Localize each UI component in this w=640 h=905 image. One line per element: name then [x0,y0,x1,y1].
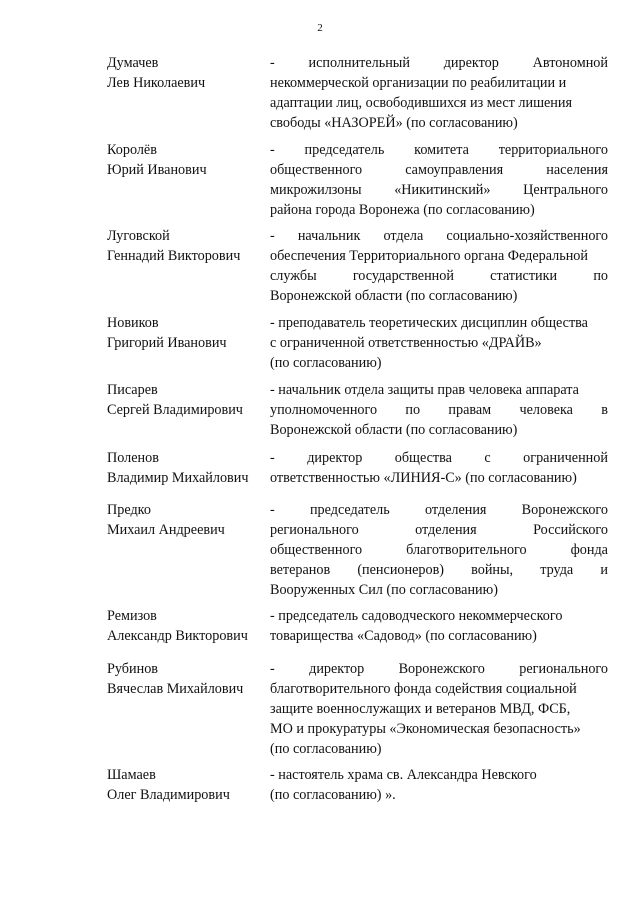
given-names: Юрий Иванович [107,162,207,178]
given-names: Сергей Владимирович [107,402,243,418]
surname: Думачев [107,55,159,71]
given-names: Вячеслав Михайлович [107,681,244,697]
given-names: Александр Викторович [107,628,248,644]
given-names: Геннадий Викторович [107,248,241,264]
person-name [107,53,267,93]
description-line: обеспечения Территориального органа Федеральной [270,248,588,264]
description-line: - председатель отделения Воронежского [270,502,608,518]
description-line: (по согласованию) [270,741,382,757]
description-line: - исполнительный директор Автономной [270,55,608,71]
position-description [270,500,608,600]
description-line: защите военнослужащих и ветеранов МВД, ФСБ, [270,701,571,717]
given-names: Олег Владимирович [107,787,230,803]
description-line: микрожилзоны «Никитинский» Центрального [270,182,608,198]
description-line: (по согласованию) [270,355,382,371]
surname: Луговской [107,228,170,244]
description-line: свободы «НАЗОРЕЙ» (по согласованию) [270,115,518,131]
description-line: некоммерческой организации по реабилитации и [270,75,567,91]
description-line: - настоятель храма св. Александра Невского [270,767,537,783]
given-names: Владимир Михайлович [107,470,249,486]
page-number: 2 [317,22,323,34]
person-name [107,313,267,353]
description-line: адаптации лиц, освободившихся из мест лишения [270,95,573,111]
surname: Новиков [107,315,159,331]
description-line: ветеранов (пенсионеров) войны, труда и [270,562,608,578]
description-line: общественного самоуправления населения [270,162,608,178]
description-line: (по согласованию) ». [270,787,396,803]
description-line: района города Воронежа (по согласованию) [270,202,535,218]
description-line: товарищества «Садовод» (по согласованию) [270,628,537,644]
position-description [270,659,608,759]
description-line: - директор Воронежского регионального [270,661,608,677]
description-line: - начальник отдела социально-хозяйственного [270,228,608,244]
person-name [107,659,267,699]
position-description [270,53,608,133]
person-name [107,226,267,266]
description-line: Воронежской области (по согласованию) [270,422,518,438]
position-description [270,765,608,805]
surname: Королёв [107,142,157,158]
position-description [270,606,608,646]
description-line: - председатель комитета территориального [270,142,608,158]
description-line: Вооруженных Сил (по согласованию) [270,582,498,598]
position-description [270,226,608,306]
surname: Писарев [107,382,158,398]
description-line: общественного благотворительного фонда [270,542,608,558]
description-line: - председатель садоводческого некоммерческого [270,608,563,624]
person-name [107,448,267,488]
person-name [107,765,267,805]
position-description [270,140,608,220]
given-names: Лев Николаевич [107,75,206,91]
description-line: - директор общества с ограниченной [270,450,608,466]
description-line: МО и прокуратуры «Экономическая безопасность» [270,721,581,737]
description-line: - начальник отдела защиты прав человека аппарата [270,382,579,398]
person-name [107,380,267,420]
surname: Поленов [107,450,159,466]
description-line: ответственностью «ЛИНИЯ-С» (по согласованию) [270,470,577,486]
description-line: уполномоченного по правам человека в [270,402,608,418]
person-name [107,500,267,540]
position-description [270,313,608,373]
description-line: - преподаватель теоретических дисциплин общества [270,315,588,331]
description-line: благотворительного фонда содействия социальной [270,681,577,697]
surname: Рубинов [107,661,158,677]
surname: Шамаев [107,767,156,783]
given-names: Григорий Иванович [107,335,227,351]
description-line: с ограниченной ответственностью «ДРАЙВ» [270,335,542,351]
description-line: Воронежской области (по согласованию) [270,288,518,304]
surname: Предко [107,502,151,518]
person-name [107,140,267,180]
position-description [270,380,608,440]
description-line: регионального отделения Российского [270,522,608,538]
surname: Ремизов [107,608,157,624]
description-line: службы государственной статистики по [270,268,608,284]
person-name [107,606,267,646]
position-description [270,448,608,488]
given-names: Михаил Андреевич [107,522,225,538]
